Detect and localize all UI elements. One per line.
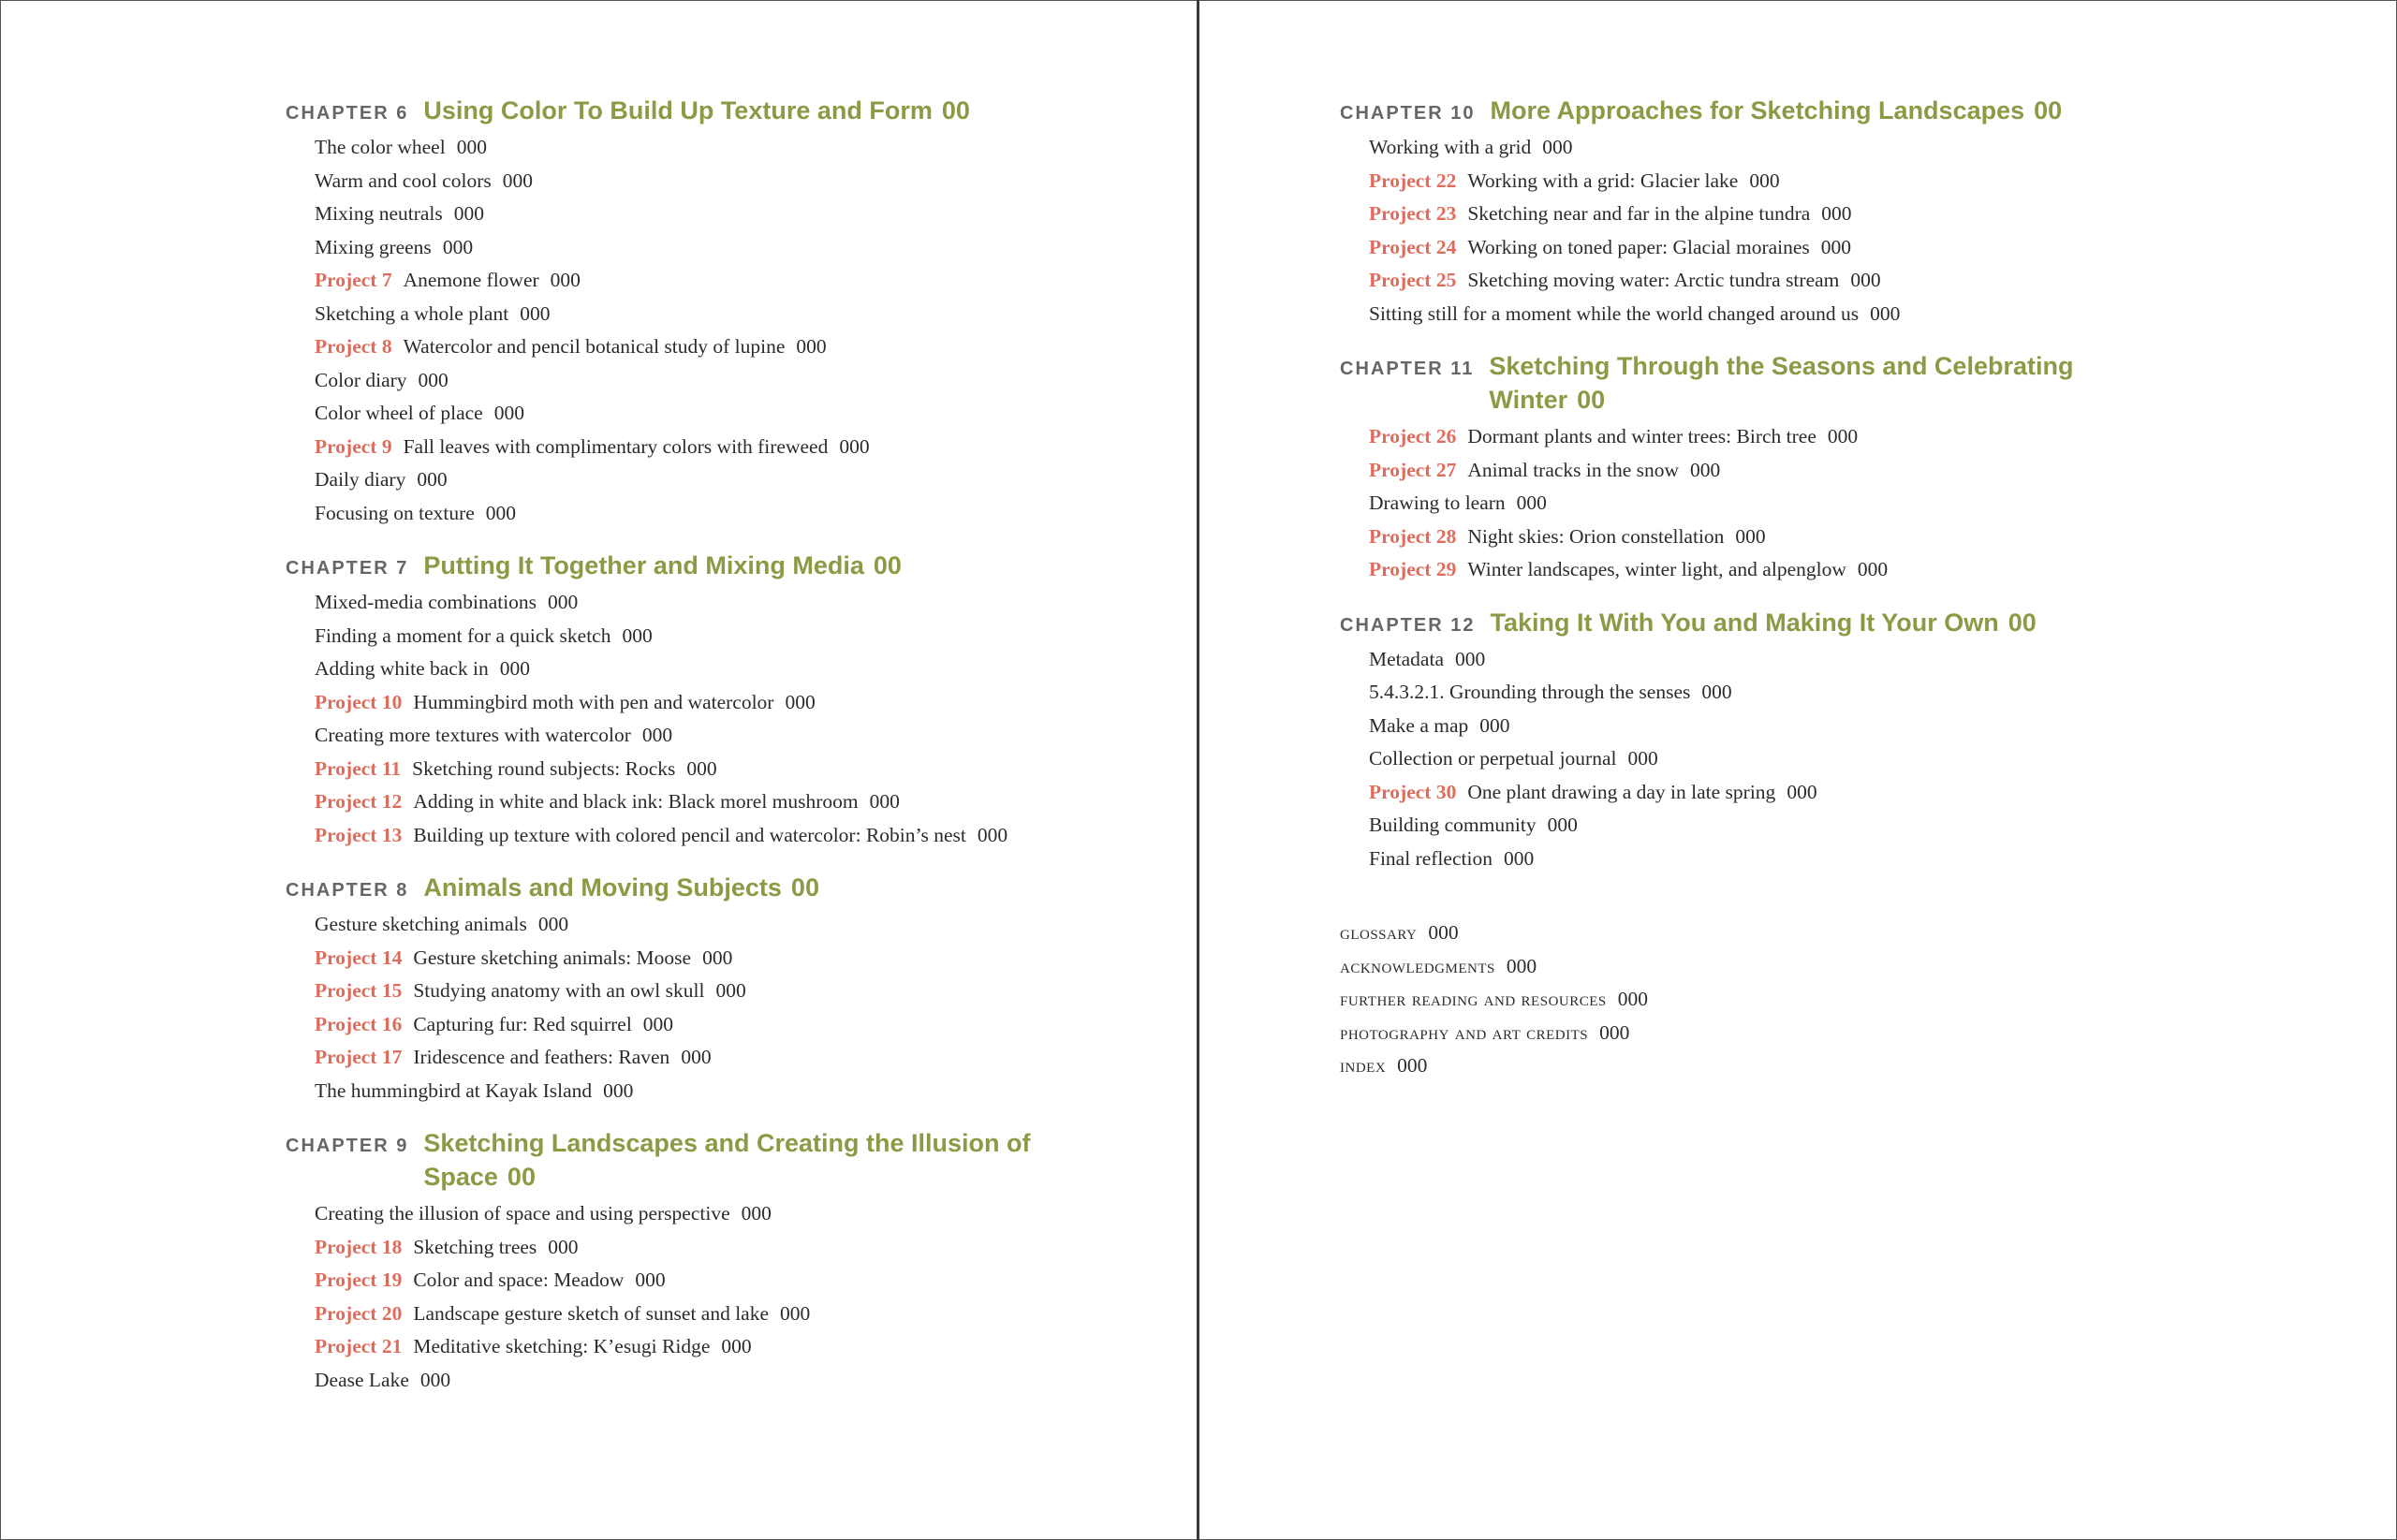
entry-page-number: 000 xyxy=(456,136,487,158)
page-spine xyxy=(1197,0,1199,1540)
back-matter-entry xyxy=(1340,1017,2183,1050)
project-label: Project 28 xyxy=(1369,524,1457,548)
toc-entry xyxy=(1369,165,2183,198)
chapter-heading xyxy=(286,1126,1128,1194)
project-label: Project 20 xyxy=(315,1301,403,1325)
toc-entry xyxy=(1369,643,2183,677)
chapter-page-number: 00 xyxy=(1577,386,1606,414)
entry-title: Gesture sketching animals xyxy=(315,913,527,935)
entry-title: Color diary xyxy=(315,368,407,391)
toc-entry xyxy=(315,165,1128,198)
entry-title: Make a map xyxy=(1369,713,1469,737)
back-matter-page-number: 000 xyxy=(1506,954,1537,977)
toc-entry xyxy=(315,586,1128,620)
entry-title: Sketching round subjects: Rocks xyxy=(412,756,676,780)
entry-title: Watercolor and pencil botanical study of lupine xyxy=(403,335,786,358)
entry-title: Warm and cool colors xyxy=(315,169,492,192)
project-label: Project 27 xyxy=(1369,458,1457,481)
chapter-heading xyxy=(286,94,1128,127)
toc-entry xyxy=(315,620,1128,653)
chapter-title-text: Taking It With You and Making It Your Own xyxy=(1490,608,1999,637)
entry-page-number: 000 xyxy=(635,1269,666,1291)
entry-title: Dormant plants and winter trees: Birch tree xyxy=(1467,425,1816,447)
chapter-number: CHAPTER 10 xyxy=(1340,103,1476,124)
chapter-page-number: 00 xyxy=(2034,96,2063,125)
back-matter-page-number: 000 xyxy=(1599,1020,1630,1044)
toc-entry xyxy=(1369,809,2183,843)
entry-page-number: 000 xyxy=(1827,425,1859,447)
chapter-entries xyxy=(1369,131,2183,330)
entry-page-number: 000 xyxy=(715,979,746,1002)
entry-title: Anemone flower xyxy=(403,269,539,291)
right-page xyxy=(1340,94,2183,1083)
toc-entry xyxy=(315,1298,1128,1331)
toc-entry xyxy=(315,1075,1128,1108)
chapter-title xyxy=(1490,606,2036,639)
entry-page-number: 000 xyxy=(1627,747,1658,770)
chapter-page-number: 00 xyxy=(507,1163,536,1191)
toc-entry xyxy=(315,1041,1128,1075)
entry-page-number: 000 xyxy=(785,690,816,713)
toc-entry xyxy=(315,131,1128,165)
entry-title: Mixed-media combinations xyxy=(315,591,537,613)
entry-page-number: 000 xyxy=(741,1202,772,1225)
entry-title: Working with a grid xyxy=(1369,136,1532,158)
toc-entry xyxy=(315,231,1128,265)
entry-title: Adding white back in xyxy=(315,657,489,680)
entry-title: Creating more textures with watercolor xyxy=(315,724,631,746)
entry-page-number: 000 xyxy=(1690,458,1721,481)
back-matter-entry xyxy=(1340,950,2183,984)
toc-entry xyxy=(1369,676,2183,710)
entry-title: Mixing greens xyxy=(315,235,432,258)
entry-page-number: 000 xyxy=(550,269,581,291)
project-label: Project 22 xyxy=(1369,169,1457,192)
toc-entry xyxy=(315,975,1128,1008)
toc-entry xyxy=(315,1231,1128,1265)
entry-title: Working with a grid: Glacier lake xyxy=(1467,169,1739,192)
entry-page-number: 000 xyxy=(485,501,517,524)
entry-page-number: 000 xyxy=(839,434,870,458)
chapter-title xyxy=(423,1126,1128,1194)
toc-entry xyxy=(1369,521,2183,554)
entry-page-number: 000 xyxy=(1547,814,1578,836)
project-label: Project 17 xyxy=(315,1046,403,1068)
entry-title: Dease Lake xyxy=(315,1368,409,1391)
chapter-entries xyxy=(1369,420,2183,587)
chapter-number: CHAPTER 12 xyxy=(1340,614,1476,636)
toc-entry xyxy=(1369,487,2183,521)
chapter-section xyxy=(1340,349,2183,587)
chapter-title-text: Animals and Moving Subjects xyxy=(423,873,782,902)
entry-title: Mixing neutrals xyxy=(315,202,443,225)
entry-title: Building community xyxy=(1369,814,1537,836)
toc-entry xyxy=(1369,131,2183,165)
entry-title: Studying anatomy with an owl skull xyxy=(413,979,705,1002)
toc-entry xyxy=(315,264,1128,298)
entry-page-number: 000 xyxy=(641,724,673,746)
chapter-title xyxy=(423,94,970,127)
toc-entry xyxy=(315,1197,1128,1231)
entry-title: One plant drawing a day in late spring xyxy=(1467,780,1776,803)
entry-title: Collection or perpetual journal xyxy=(1369,747,1617,770)
entry-title: Daily diary xyxy=(315,468,406,491)
back-matter-label: further reading and resources xyxy=(1340,988,1607,1010)
entry-page-number: 000 xyxy=(1701,681,1732,703)
toc-entry xyxy=(315,330,1128,364)
back-matter-entry xyxy=(1340,983,2183,1017)
entry-title: Color and space: Meadow xyxy=(413,1269,625,1291)
entry-title: Focusing on texture xyxy=(315,501,475,524)
back-matter-label: index xyxy=(1340,1054,1387,1077)
chapter-heading xyxy=(1340,606,2183,639)
back-matter-label: glossary xyxy=(1340,921,1418,944)
entry-title: Capturing fur: Red squirrel xyxy=(413,1012,632,1035)
toc-entry xyxy=(315,942,1128,975)
chapter-number: CHAPTER 8 xyxy=(286,880,409,901)
chapter-number: CHAPTER 11 xyxy=(1340,359,1475,379)
toc-entry xyxy=(315,198,1128,231)
back-matter-page-number: 000 xyxy=(1397,1054,1428,1077)
chapter-heading xyxy=(286,549,1128,582)
chapter-title-text: More Approaches for Sketching Landscapes xyxy=(1490,96,2025,125)
chapter-page-number: 00 xyxy=(2007,608,2037,637)
entry-page-number: 000 xyxy=(1857,558,1889,580)
entry-title: Finding a moment for a quick sketch xyxy=(315,623,611,647)
toc-entry xyxy=(315,785,1128,819)
chapter-section xyxy=(1340,606,2183,876)
project-label: Project 23 xyxy=(1369,202,1457,225)
chapter-title xyxy=(1489,349,2183,417)
project-label: Project 14 xyxy=(315,946,403,969)
entry-title: Working on toned paper: Glacial moraines xyxy=(1467,235,1810,258)
project-label: Project 9 xyxy=(315,434,392,458)
chapter-number: CHAPTER 6 xyxy=(286,103,409,124)
toc-entry xyxy=(315,431,1128,464)
chapter-section xyxy=(286,1126,1128,1397)
project-label: Project 16 xyxy=(315,1012,403,1035)
entry-page-number: 000 xyxy=(1821,202,1852,225)
entry-page-number: 000 xyxy=(721,1335,752,1357)
entry-title: Creating the illusion of space and using perspective xyxy=(315,1202,730,1225)
chapter-entries xyxy=(315,586,1128,852)
project-label: Project 7 xyxy=(315,269,392,291)
entry-page-number: 000 xyxy=(1516,491,1547,514)
toc-entry xyxy=(1369,231,2183,265)
entry-page-number: 000 xyxy=(417,468,448,491)
project-label: Project 24 xyxy=(1369,235,1457,258)
entry-title: Winter landscapes, winter light, and alpenglow xyxy=(1467,558,1846,580)
project-label: Project 29 xyxy=(1369,558,1457,580)
entry-page-number: 000 xyxy=(1787,780,1817,803)
back-matter-label: photography and art credits xyxy=(1340,1020,1589,1044)
toc-entry xyxy=(315,1364,1128,1398)
entry-page-number: 000 xyxy=(642,1012,674,1035)
entry-page-number: 000 xyxy=(1503,846,1535,870)
chapter-number: CHAPTER 9 xyxy=(286,1136,409,1156)
entry-title: The hummingbird at Kayak Island xyxy=(315,1078,593,1102)
chapter-page-number: 00 xyxy=(941,96,970,125)
entry-title: Night skies: Orion constellation xyxy=(1467,524,1725,548)
toc-entry xyxy=(315,298,1128,331)
entry-title: 5.4.3.2.1. Grounding through the senses xyxy=(1369,681,1691,703)
toc-entry xyxy=(1369,843,2183,876)
entry-title: Animal tracks in the snow xyxy=(1467,458,1680,481)
entry-title: Landscape gesture sketch of sunset and lake xyxy=(413,1301,770,1325)
back-matter-entry xyxy=(1340,917,2183,950)
entry-page-number: 000 xyxy=(418,368,449,391)
toc-entry xyxy=(1369,710,2183,743)
entry-title: Sketching a whole plant xyxy=(315,301,509,325)
toc-entry xyxy=(1369,553,2183,587)
toc-entry xyxy=(315,908,1128,942)
entry-page-number: 000 xyxy=(1820,235,1852,258)
entry-page-number: 000 xyxy=(537,913,569,935)
chapter-section xyxy=(286,94,1128,530)
chapter-section xyxy=(1340,94,2183,330)
entry-page-number: 000 xyxy=(1749,169,1780,192)
entry-page-number: 000 xyxy=(442,235,474,258)
toc-entry xyxy=(315,1330,1128,1364)
entry-page-number: 000 xyxy=(1850,269,1881,291)
entry-page-number: 000 xyxy=(603,1078,634,1102)
entry-page-number: 000 xyxy=(622,623,653,647)
entry-title: Sitting still for a moment while the world changed around us xyxy=(1369,301,1860,325)
project-label: Project 13 xyxy=(315,823,403,846)
chapter-title-text: Using Color To Build Up Texture and Form xyxy=(423,96,933,125)
toc-entry xyxy=(1369,298,2183,331)
entry-page-number: 000 xyxy=(796,335,827,358)
toc-entry xyxy=(315,686,1128,720)
chapter-entries xyxy=(315,908,1128,1107)
chapter-entries xyxy=(1369,643,2183,876)
back-matter-label: acknowledgments xyxy=(1340,954,1495,977)
entry-page-number: 000 xyxy=(1542,136,1573,158)
chapter-number: CHAPTER 7 xyxy=(286,558,409,579)
entry-page-number: 000 xyxy=(548,1235,579,1258)
entry-title: Hummingbird moth with pen and watercolor xyxy=(413,690,774,713)
project-label: Project 19 xyxy=(315,1269,403,1291)
toc-entry xyxy=(315,463,1128,497)
entry-page-number: 000 xyxy=(1479,713,1510,737)
project-label: Project 26 xyxy=(1369,425,1457,447)
entry-page-number: 000 xyxy=(493,402,524,424)
toc-entry xyxy=(315,497,1128,531)
toc-entry xyxy=(1369,776,2183,810)
entry-page-number: 000 xyxy=(681,1046,712,1068)
entry-page-number: 000 xyxy=(548,591,579,613)
toc-entry xyxy=(1369,198,2183,231)
entry-page-number: 000 xyxy=(780,1301,811,1325)
entry-title: Iridescence and feathers: Raven xyxy=(413,1046,670,1068)
entry-title: Color wheel of place xyxy=(315,402,483,424)
entry-page-number: 000 xyxy=(686,756,717,780)
entry-title: Building up texture with colored pencil and watercolor: Robin’s nest xyxy=(413,823,966,846)
entry-title: Gesture sketching animals: Moose xyxy=(413,946,692,969)
toc-entry xyxy=(1369,264,2183,298)
project-label: Project 10 xyxy=(315,690,403,713)
back-matter-page-number: 000 xyxy=(1428,921,1459,944)
project-label: Project 8 xyxy=(315,335,392,358)
entry-title: Meditative sketching: K’esugi Ridge xyxy=(413,1335,711,1357)
entry-title: Sketching near and far in the alpine tundra xyxy=(1467,202,1811,225)
chapter-title-text: Sketching Landscapes and Creating the Illusion of Space xyxy=(423,1129,1031,1191)
toc-entry xyxy=(315,397,1128,431)
toc-entry xyxy=(315,653,1128,686)
chapter-title-text: Sketching Through the Seasons and Celebrating Winter xyxy=(1489,352,2074,414)
entry-title: The color wheel xyxy=(315,136,446,158)
back-matter-list xyxy=(1340,917,2183,1083)
chapter-page-number: 00 xyxy=(790,873,819,902)
entry-title: Final reflection xyxy=(1369,846,1493,870)
back-matter-page-number: 000 xyxy=(1617,988,1648,1010)
toc-entry xyxy=(315,753,1128,786)
entry-page-number: 000 xyxy=(502,169,533,192)
entry-page-number: 000 xyxy=(499,657,530,680)
entry-title: Drawing to learn xyxy=(1369,491,1506,514)
toc-entry xyxy=(315,1264,1128,1298)
project-label: Project 11 xyxy=(315,756,402,780)
entry-page-number: 000 xyxy=(1735,524,1766,548)
chapter-entries xyxy=(315,131,1128,530)
toc-entry xyxy=(315,719,1128,753)
entry-page-number: 000 xyxy=(520,301,551,325)
entry-page-number: 000 xyxy=(977,823,1008,846)
chapter-title xyxy=(423,549,902,582)
chapter-heading xyxy=(1340,94,2183,127)
project-label: Project 18 xyxy=(315,1235,403,1258)
chapter-title-text: Putting It Together and Mixing Media xyxy=(423,551,864,579)
chapter-section xyxy=(286,549,1128,852)
toc-entry xyxy=(1369,420,2183,454)
left-page xyxy=(286,94,1128,1415)
entry-title: Fall leaves with complimentary colors with fireweed xyxy=(403,434,829,458)
entry-page-number: 000 xyxy=(702,946,733,969)
chapter-heading xyxy=(1340,349,2183,417)
entry-page-number: 000 xyxy=(453,202,484,225)
entry-page-number: 000 xyxy=(869,790,900,813)
entry-page-number: 000 xyxy=(1870,301,1901,325)
back-matter-entry xyxy=(1340,1049,2183,1083)
chapter-section xyxy=(286,871,1128,1107)
project-label: Project 30 xyxy=(1369,780,1457,803)
toc-entry xyxy=(315,819,1128,853)
entry-title: Adding in white and black ink: Black morel mushroom xyxy=(413,790,859,813)
toc-entry xyxy=(1369,454,2183,488)
chapter-heading xyxy=(286,871,1128,904)
toc-entry xyxy=(1369,742,2183,776)
chapter-title xyxy=(423,871,819,904)
chapter-title xyxy=(1490,94,2062,127)
entry-title: Sketching trees xyxy=(413,1235,537,1258)
chapter-entries xyxy=(315,1197,1128,1397)
toc-entry xyxy=(315,364,1128,398)
toc-entry xyxy=(315,1008,1128,1042)
project-label: Project 21 xyxy=(315,1335,403,1357)
entry-page-number: 000 xyxy=(419,1368,451,1391)
entry-title: Metadata xyxy=(1369,647,1444,670)
project-label: Project 15 xyxy=(315,979,403,1002)
project-label: Project 12 xyxy=(315,790,403,813)
project-label: Project 25 xyxy=(1369,269,1457,291)
entry-title: Sketching moving water: Arctic tundra stream xyxy=(1467,269,1840,291)
entry-page-number: 000 xyxy=(1455,647,1486,670)
chapter-page-number: 00 xyxy=(873,551,902,579)
